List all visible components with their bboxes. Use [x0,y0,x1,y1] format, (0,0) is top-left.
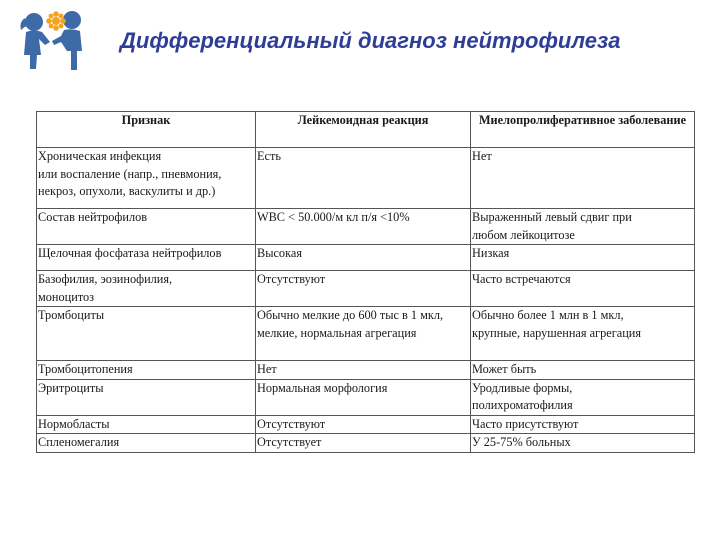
table-row [37,434,695,453]
cell-leukemoid: Отсутствуют [256,271,471,307]
cell-leukemoid: Есть [256,148,471,209]
cell-sign: Нормобласты [37,415,256,434]
children-logo [10,8,96,74]
cell-leukemoid: Нет [256,361,471,380]
cell-leukemoid: Нормальная морфология [256,379,471,415]
cell-sign: Базофилия, эозинофилия, моноцитоз [37,271,256,307]
table-row [37,415,695,434]
table-row [37,209,695,245]
cell-sign: Эритроциты [37,379,256,415]
cell-myeloproliferative: Часто встречаются [471,271,695,307]
differential-table [36,111,695,453]
cell-myeloproliferative: Обычно более 1 млн в 1 мкл, крупные, нарушенная агрегация [471,307,695,361]
cell-myeloproliferative: Нет [471,148,695,209]
table-row [37,245,695,271]
cell-myeloproliferative: Уродливые формы, полихроматофилия [471,379,695,415]
header-leukemoid: Лейкемоидная реакция [256,112,471,148]
cell-myeloproliferative: Выраженный левый сдвиг при любом лейкоцитозе [471,209,695,245]
flower-icon [46,11,66,31]
cell-sign: Тромбоциты [37,307,256,361]
cell-leukemoid: Отсутствуют [256,415,471,434]
cell-sign: Щелочная фосфатаза нейтрофилов [37,245,256,271]
cell-sign: Состав нейтрофилов [37,209,256,245]
child-left-icon [21,13,51,69]
table-row [37,307,695,361]
header-myeloproliferative: Миелопролиферативное заболевание [471,112,695,148]
header-sign: Признак [37,112,256,148]
table-row [37,361,695,380]
table-header-row [37,112,695,148]
cell-myeloproliferative: Может быть [471,361,695,380]
table-row [37,379,695,415]
cell-leukemoid: Высокая [256,245,471,271]
cell-leukemoid: Обычно мелкие до 600 тыс в 1 мкл, мелкие, нормальная агрегация [256,307,471,361]
table-row [37,271,695,307]
cell-myeloproliferative: Низкая [471,245,695,271]
slide-title: Дифференциальный диагноз нейтрофилеза [120,28,621,53]
cell-myeloproliferative: Часто присутствуют [471,415,695,434]
cell-sign: Хроническая инфекция или воспаление (напр., пневмония, некроз, опухоли, васкулиты и др.) [37,148,256,209]
cell-sign: Спленомегалия [37,434,256,453]
cell-sign: Тромбоцитопения [37,361,256,380]
cell-myeloproliferative: У 25-75% больных [471,434,695,453]
cell-leukemoid: WBC < 50.000/м кл п/я <10% [256,209,471,245]
cell-leukemoid: Отсутствует [256,434,471,453]
table-row [37,148,695,209]
